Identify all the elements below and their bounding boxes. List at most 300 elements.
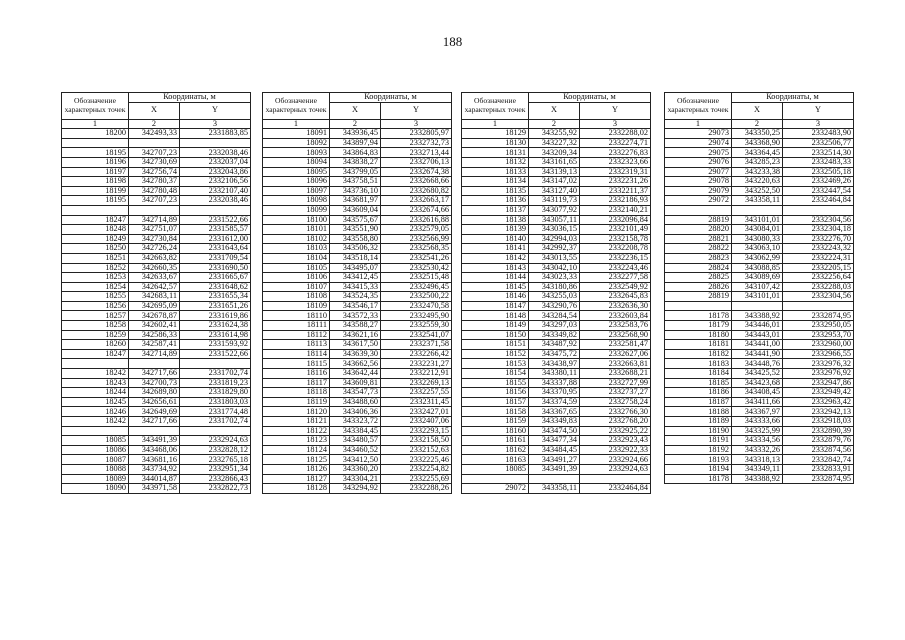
x-value: 342493,33 [129, 129, 180, 139]
y-value: 2331522,66 [180, 215, 251, 225]
y-value: 2331648,62 [180, 282, 251, 292]
table-row [263, 177, 452, 187]
point-id: 18114 [263, 349, 330, 359]
column-number: 3 [180, 119, 251, 129]
y-value: 2332874,56 [783, 445, 854, 455]
point-id: 18260 [62, 340, 129, 350]
point-id [62, 359, 129, 369]
point-id: 29075 [665, 148, 732, 158]
y-value: 2332288,02 [580, 129, 651, 139]
table-row [665, 215, 854, 225]
table-row [665, 397, 854, 407]
point-id: 18115 [263, 359, 330, 369]
x-value: 343323,72 [330, 417, 381, 427]
x-value: 343334,56 [732, 436, 783, 446]
y-value: 2332663,81 [580, 359, 651, 369]
y-value: 2332530,42 [381, 263, 452, 273]
x-value: 343304,21 [330, 474, 381, 484]
y-value: 2332231,26 [580, 177, 651, 187]
x-value: 343127,40 [529, 186, 580, 196]
point-id: 18097 [263, 186, 330, 196]
table-row [462, 445, 651, 455]
point-id: 18187 [665, 397, 732, 407]
point-id: 18103 [263, 244, 330, 254]
x-value: 343119,73 [529, 196, 580, 206]
x-value: 342714,89 [129, 215, 180, 225]
table-row [665, 455, 854, 465]
x-value: 343681,97 [330, 196, 381, 206]
x-value: 342663,82 [129, 253, 180, 263]
x-value: 343084,01 [732, 225, 783, 235]
x-value: 343734,92 [129, 464, 180, 474]
table-row [462, 177, 651, 187]
x-value: 343333,66 [732, 417, 783, 427]
y-value: 2332822,73 [180, 484, 251, 494]
y-value: 2332581,47 [580, 340, 651, 350]
table-row [263, 407, 452, 417]
x-value [129, 359, 180, 369]
y-value: 2331690,50 [180, 263, 251, 273]
y-value: 2332211,37 [580, 186, 651, 196]
x-value: 343412,45 [330, 273, 381, 283]
page-number: 188 [442, 34, 463, 49]
y-value: 2332274,71 [580, 138, 651, 148]
point-id: 18196 [62, 157, 129, 167]
table-row [62, 253, 251, 263]
point-id: 18179 [665, 321, 732, 331]
point-id: 28820 [665, 225, 732, 235]
point-id: 28819 [665, 215, 732, 225]
point-id: 18098 [263, 196, 330, 206]
x-value: 343897,94 [330, 138, 381, 148]
point-id: 18145 [462, 282, 529, 292]
point-id: 18102 [263, 234, 330, 244]
point-id: 18137 [462, 205, 529, 215]
table-row [263, 321, 452, 331]
table-row [263, 388, 452, 398]
table-row [665, 330, 854, 340]
point-id: 28826 [665, 282, 732, 292]
y-value: 2332464,84 [783, 196, 854, 206]
x-value: 343013,55 [529, 253, 580, 263]
point-id: 18181 [665, 340, 732, 350]
x-value: 343575,67 [330, 215, 381, 225]
table-row [665, 282, 854, 292]
point-id [665, 301, 732, 311]
y-value: 2332942,13 [783, 407, 854, 417]
y-value: 2332879,76 [783, 436, 854, 446]
table-row [263, 253, 452, 263]
y-value: 2332288,03 [783, 282, 854, 292]
point-id: 18127 [263, 474, 330, 484]
table-row [263, 225, 452, 235]
point-id: 18120 [263, 407, 330, 417]
y-value: 2332949,42 [783, 388, 854, 398]
point-id: 28825 [665, 273, 732, 283]
y-value: 2331651,26 [180, 301, 251, 311]
point-id: 18180 [665, 330, 732, 340]
y-value: 2332107,40 [180, 186, 251, 196]
point-id: 18132 [462, 157, 529, 167]
point-id: 18245 [62, 397, 129, 407]
y-value: 2332833,91 [783, 464, 854, 474]
x-value: 342656,61 [129, 397, 180, 407]
y-value: 2332918,03 [783, 417, 854, 427]
y-value: 2332043,86 [180, 167, 251, 177]
point-id: 18140 [462, 234, 529, 244]
point-id: 18149 [462, 321, 529, 331]
y-value [180, 426, 251, 436]
point-id: 18142 [462, 253, 529, 263]
y-value: 2332627,06 [580, 349, 651, 359]
point-id: 29073 [665, 129, 732, 139]
table-row [263, 196, 452, 206]
point-id: 18162 [462, 445, 529, 455]
table-row [263, 311, 452, 321]
table-row [462, 205, 651, 215]
y-value: 2331585,57 [180, 225, 251, 235]
point-id: 18094 [263, 157, 330, 167]
y-value: 2332304,56 [783, 215, 854, 225]
x-header: X [529, 102, 580, 119]
y-value: 2332674,38 [381, 167, 452, 177]
point-id: 18133 [462, 167, 529, 177]
x-value: 343367,65 [529, 407, 580, 417]
point-id: 18086 [62, 445, 129, 455]
point-id: 18151 [462, 340, 529, 350]
x-value: 343380,11 [529, 369, 580, 379]
point-id: 18126 [263, 464, 330, 474]
y-value: 2332212,91 [381, 369, 452, 379]
y-value: 2332766,30 [580, 407, 651, 417]
point-id: 18160 [462, 426, 529, 436]
y-header: Y [580, 102, 651, 119]
table-row [665, 263, 854, 273]
y-value: 2331643,64 [180, 244, 251, 254]
y-value: 2332732,73 [381, 138, 452, 148]
coordinate-table [664, 92, 854, 484]
table-row [665, 359, 854, 369]
point-id: 18250 [62, 244, 129, 254]
y-value: 2332828,12 [180, 445, 251, 455]
point-id: 18122 [263, 426, 330, 436]
x-value: 343349,11 [732, 464, 783, 474]
x-value: 343062,99 [732, 253, 783, 263]
x-value: 342730,69 [129, 157, 180, 167]
x-value: 342586,33 [129, 330, 180, 340]
y-value [783, 301, 854, 311]
x-value: 343518,14 [330, 253, 381, 263]
table-row [462, 369, 651, 379]
x-header: X [129, 102, 180, 119]
point-id: 18258 [62, 321, 129, 331]
y-value: 2332947,86 [783, 378, 854, 388]
x-value: 343161,65 [529, 157, 580, 167]
table-row [462, 340, 651, 350]
y-value: 2331612,00 [180, 234, 251, 244]
table-row [62, 186, 251, 196]
column-number: 2 [732, 119, 783, 129]
table-row [62, 359, 251, 369]
y-value: 2331593,92 [180, 340, 251, 350]
table-row [462, 407, 651, 417]
x-value: 342780,37 [129, 177, 180, 187]
y-value: 2332688,21 [580, 369, 651, 379]
point-id: 18113 [263, 340, 330, 350]
x-value: 343609,04 [330, 205, 381, 215]
x-value: 342683,11 [129, 292, 180, 302]
y-value: 2332950,05 [783, 321, 854, 331]
point-id: 18195 [62, 148, 129, 158]
x-value [129, 426, 180, 436]
table-row [462, 138, 651, 148]
table-row [462, 321, 651, 331]
point-id: 18090 [62, 484, 129, 494]
x-value: 343506,32 [330, 244, 381, 254]
x-value: 343023,33 [529, 273, 580, 283]
point-id: 18116 [263, 369, 330, 379]
y-value: 2332549,92 [580, 282, 651, 292]
table-row [62, 330, 251, 340]
y-value: 2332568,35 [381, 244, 452, 254]
table-row [462, 484, 651, 494]
y-value: 2332483,90 [783, 129, 854, 139]
point-id: 18105 [263, 263, 330, 273]
point-id [462, 474, 529, 484]
y-value: 2332106,56 [180, 177, 251, 187]
point-id: 18091 [263, 129, 330, 139]
table-row [62, 340, 251, 350]
table-row [462, 474, 651, 484]
point-id: 18189 [665, 417, 732, 427]
x-value: 342780,48 [129, 186, 180, 196]
table-row [462, 349, 651, 359]
y-value [180, 138, 251, 148]
table-row [462, 148, 651, 158]
table-row [62, 301, 251, 311]
point-id: 18254 [62, 282, 129, 292]
table-row [62, 215, 251, 225]
y-value: 2332319,31 [580, 167, 651, 177]
table-row [665, 464, 854, 474]
table-row [462, 436, 651, 446]
x-value: 343325,99 [732, 426, 783, 436]
y-value: 2332963,42 [783, 397, 854, 407]
column-number: 2 [529, 119, 580, 129]
point-id: 18159 [462, 417, 529, 427]
point-id: 18085 [462, 464, 529, 474]
table-row [665, 340, 854, 350]
x-header: X [732, 102, 783, 119]
column-number: 3 [381, 119, 452, 129]
x-value: 343495,07 [330, 263, 381, 273]
y-value: 2332583,76 [580, 321, 651, 331]
x-value: 343546,17 [330, 301, 381, 311]
table-row [62, 167, 251, 177]
x-value: 343487,92 [529, 340, 580, 350]
table-row [62, 417, 251, 427]
point-id: 18178 [665, 311, 732, 321]
table-row [62, 148, 251, 158]
table-row [665, 311, 854, 321]
x-value: 343233,38 [732, 167, 783, 177]
y-value: 2332256,64 [783, 273, 854, 283]
point-id: 18197 [62, 167, 129, 177]
x-value: 343475,72 [529, 349, 580, 359]
table-row [462, 157, 651, 167]
x-value: 343036,15 [529, 225, 580, 235]
table-row [62, 205, 251, 215]
table-row [263, 148, 452, 158]
point-id: 18135 [462, 186, 529, 196]
y-value: 2332304,56 [783, 292, 854, 302]
y-value: 2332713,44 [381, 148, 452, 158]
point-id: 18121 [263, 417, 330, 427]
y-value: 2332323,66 [580, 157, 651, 167]
point-id: 18248 [62, 225, 129, 235]
y-value: 2332255,69 [381, 474, 452, 484]
point-id: 18128 [263, 484, 330, 494]
table-row [62, 292, 251, 302]
table-row [263, 138, 452, 148]
y-value: 2332407,06 [381, 417, 452, 427]
y-value: 2332231,27 [381, 359, 452, 369]
table-row [62, 349, 251, 359]
x-value: 343063,10 [732, 244, 783, 254]
point-id: 18118 [263, 388, 330, 398]
table-row [665, 474, 854, 484]
table-row [62, 464, 251, 474]
table-row [263, 417, 452, 427]
x-value: 343042,10 [529, 263, 580, 273]
x-value: 343209,34 [529, 148, 580, 158]
y-value: 2332951,34 [180, 464, 251, 474]
table-row [462, 167, 651, 177]
x-value: 343285,23 [732, 157, 783, 167]
x-value: 343360,20 [330, 464, 381, 474]
table-row [263, 234, 452, 244]
y-value: 2332505,18 [783, 167, 854, 177]
table-row [665, 369, 854, 379]
x-value: 343290,76 [529, 301, 580, 311]
x-value: 343349,82 [529, 330, 580, 340]
table-row [665, 157, 854, 167]
table-row [665, 273, 854, 283]
table-row [462, 311, 651, 321]
table-row [462, 282, 651, 292]
x-value: 343838,27 [330, 157, 381, 167]
x-value: 343936,45 [330, 129, 381, 139]
x-value: 342751,07 [129, 225, 180, 235]
table-row [462, 273, 651, 283]
table-row [665, 321, 854, 331]
y-value: 2332866,43 [180, 474, 251, 484]
x-value: 343736,10 [330, 186, 381, 196]
y-value: 2332038,46 [180, 196, 251, 206]
x-value [129, 138, 180, 148]
table-row [665, 349, 854, 359]
x-value: 343423,68 [732, 378, 783, 388]
x-value: 343484,45 [529, 445, 580, 455]
point-id: 29072 [665, 196, 732, 206]
table-row [665, 426, 854, 436]
y-value: 2332096,84 [580, 215, 651, 225]
point-id: 18182 [665, 349, 732, 359]
x-value: 343297,03 [529, 321, 580, 331]
table-row [62, 282, 251, 292]
x-value: 343558,80 [330, 234, 381, 244]
y-value: 2332037,04 [180, 157, 251, 167]
y-value: 2332559,30 [381, 321, 452, 331]
point-id: 18190 [665, 426, 732, 436]
table-row [62, 177, 251, 187]
table-row [62, 273, 251, 283]
table-row [665, 234, 854, 244]
point-id: 18104 [263, 253, 330, 263]
x-value: 342633,67 [129, 273, 180, 283]
coordinate-table [61, 92, 251, 494]
y-value: 2332158,50 [381, 436, 452, 446]
point-id: 18195 [62, 196, 129, 206]
y-value: 2332224,31 [783, 253, 854, 263]
y-value: 2332706,13 [381, 157, 452, 167]
x-value: 343101,01 [732, 215, 783, 225]
table-row [462, 397, 651, 407]
point-id: 18117 [263, 378, 330, 388]
coordinates-header: Координаты, м [129, 93, 251, 103]
table-row [263, 464, 452, 474]
point-id: 18143 [462, 263, 529, 273]
table-row [62, 321, 251, 331]
point-id: 18131 [462, 148, 529, 158]
y-value: 2332758,24 [580, 397, 651, 407]
table-row [62, 311, 251, 321]
y-value: 2332483,33 [783, 157, 854, 167]
point-id: 29078 [665, 177, 732, 187]
y-value: 2332304,18 [783, 225, 854, 235]
y-value: 2331702,74 [180, 369, 251, 379]
x-value [732, 301, 783, 311]
x-value: 343441,90 [732, 349, 783, 359]
table-row [462, 292, 651, 302]
table-row [665, 138, 854, 148]
y-value: 2332205,15 [783, 263, 854, 273]
x-value: 343758,51 [330, 177, 381, 187]
x-value [129, 205, 180, 215]
table-row [462, 301, 651, 311]
x-value: 343446,01 [732, 321, 783, 331]
x-value: 343448,76 [732, 359, 783, 369]
point-id: 18112 [263, 330, 330, 340]
y-value: 2332960,00 [783, 340, 854, 350]
point-id: 18163 [462, 455, 529, 465]
y-value: 2332674,66 [381, 205, 452, 215]
x-value: 343491,27 [529, 455, 580, 465]
point-id: 18138 [462, 215, 529, 225]
table-row [263, 349, 452, 359]
point-id [62, 205, 129, 215]
y-value: 2332842,74 [783, 455, 854, 465]
table-row [665, 292, 854, 302]
table-row [462, 378, 651, 388]
y-value: 2332464,84 [580, 484, 651, 494]
x-value: 342602,41 [129, 321, 180, 331]
table-row [462, 186, 651, 196]
y-value [783, 205, 854, 215]
point-id: 18123 [263, 436, 330, 446]
x-value: 342994,03 [529, 234, 580, 244]
x-value: 343337,88 [529, 378, 580, 388]
